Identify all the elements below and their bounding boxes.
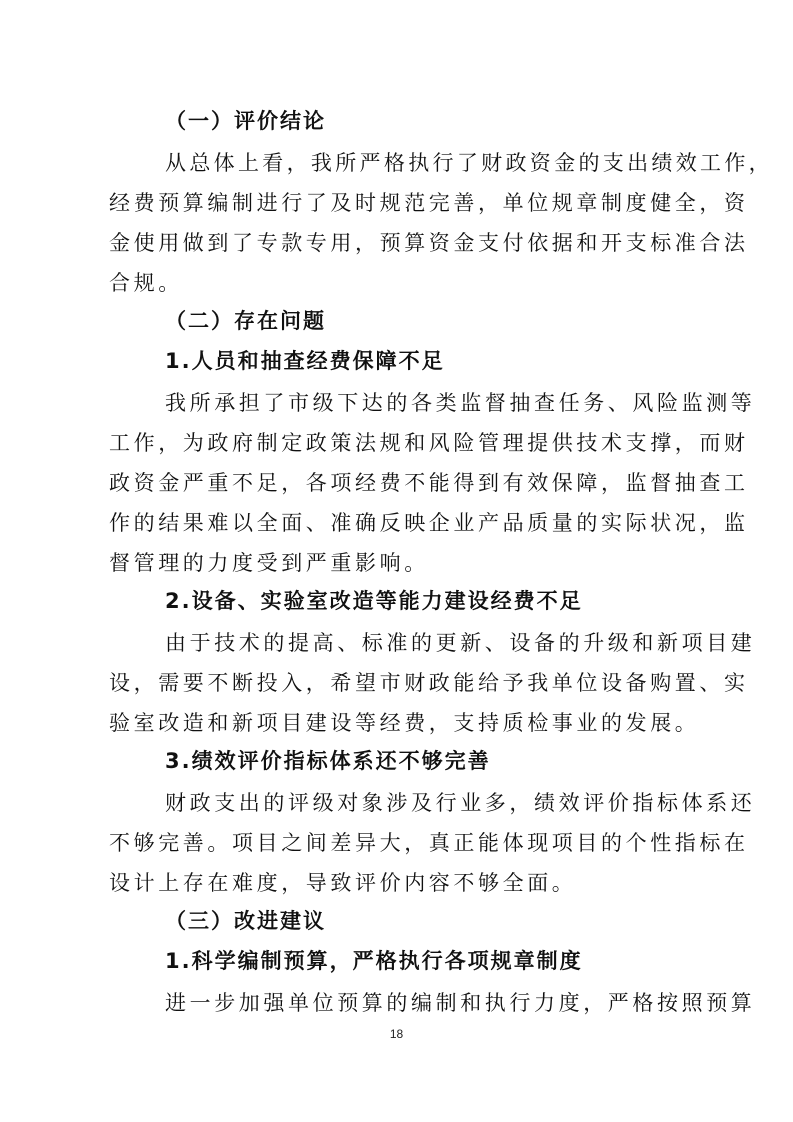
paragraph-line: 财政支出的评级对象涉及行业多，绩效评价指标体系还 [165,791,756,815]
paragraph-line: 金使用做到了专款专用，预算资金支付依据和开支标准合法 [109,231,749,255]
paragraph-line: 进一步加强单位预算的编制和执行力度，严格按照预算 [165,991,756,1015]
section-heading-improvement-suggestions: （三）改进建议 [165,909,326,933]
page-number: 18 [389,1027,404,1041]
paragraph-line: 督管理的力度受到严重影响。 [109,551,429,575]
paragraph-line: 验室改造和新项目建设等经费，支持质检事业的发展。 [109,711,700,735]
paragraph-line: 经费预算编制进行了及时规范完善，单位规章制度健全，资 [109,191,749,215]
paragraph-line: 由于技术的提高、标准的更新、设备的升级和新项目建 [165,631,756,655]
paragraph-line: 政资金严重不足，各项经费不能得到有效保障，监督抽查工 [109,471,749,495]
item-title-staff-funding: 1.人员和抽查经费保障不足 [165,349,445,373]
item-title-equipment-funding: 2.设备、实验室改造等能力建设经费不足 [165,589,583,613]
paragraph-line: 工作，为政府制定政策法规和风险管理提供技术支撑，而财 [109,431,749,455]
paragraph-line: 从总体上看，我所严格执行了财政资金的支出绩效工作， [165,151,773,175]
section-heading-existing-problems: （二）存在问题 [165,309,326,333]
paragraph-line: 合规。 [109,271,183,295]
item-title-evaluation-system: 3.绩效评价指标体系还不够完善 [165,749,491,773]
paragraph-line: 设计上存在难度，导致评价内容不够全面。 [109,871,577,895]
paragraph-line: 不够完善。项目之间差异大，真正能体现项目的个性指标在 [109,831,749,855]
section-heading-evaluation-conclusion: （一）评价结论 [165,109,326,133]
item-title-budget-compilation: 1.科学编制预算，严格执行各项规章制度 [165,949,583,973]
paragraph-line: 设，需要不断投入，希望市财政能给予我单位设备购置、实 [109,671,749,695]
paragraph-line: 我所承担了市级下达的各类监督抽查任务、风险监测等 [165,391,756,415]
paragraph-line: 作的结果难以全面、准确反映企业产品质量的实际状况，监 [109,511,749,535]
